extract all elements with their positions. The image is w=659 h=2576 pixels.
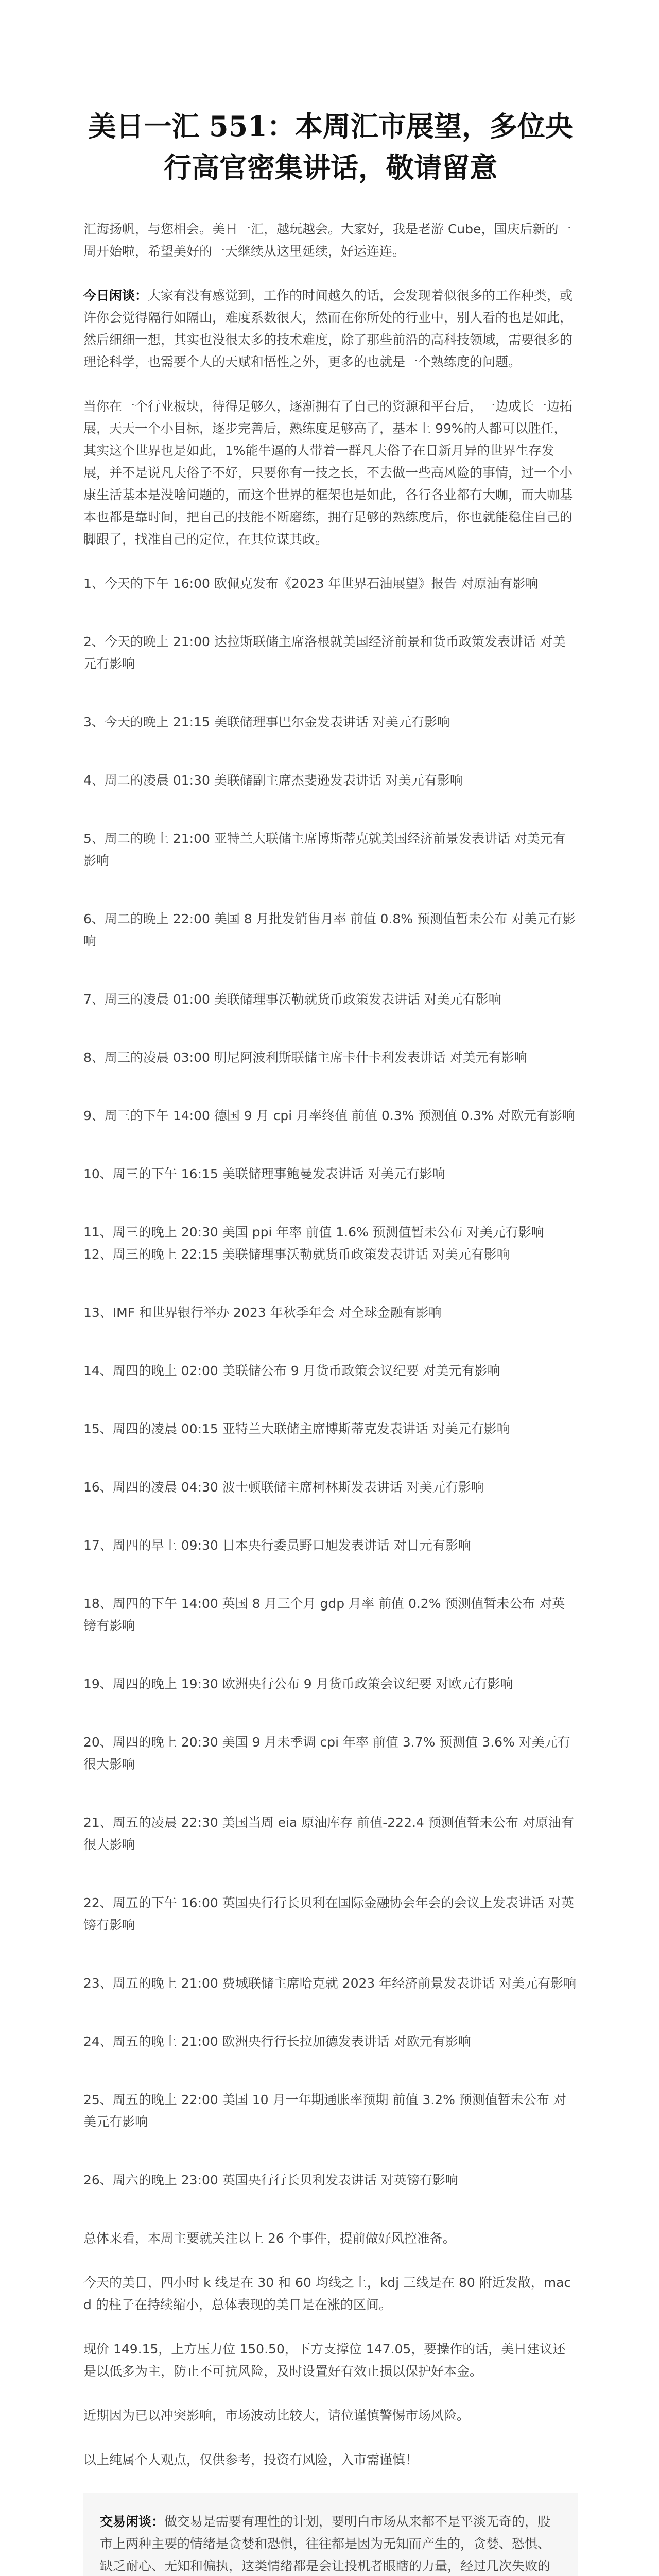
summary-section — [83, 2227, 578, 2471]
event-list-item: 1、今天的下午 16:00 欧佩克发布《2023 年世界石油展望》报告 对原油有影响 — [83, 576, 539, 591]
event-list-item: 6、周二的晚上 22:00 美国 8 月批发销售月率 前值 0.8% 预测值暂未公布 对美元有影响 — [83, 911, 576, 948]
event-list-item: 24、周五的晚上 21:00 欧洲央行行长拉加德发表讲话 对欧元有影响 — [83, 2034, 471, 2049]
summary-paragraph: 总体来看，本周主要就关注以上 26 个事件，提前做好风控准备。 — [83, 2231, 456, 2246]
trading-notes-lead: 交易闲谈： — [100, 2514, 165, 2529]
event-list-item: 7、周三的凌晨 01:00 美联储理事沃勒就货币政策发表讲话 对美元有影响 — [83, 992, 501, 1007]
event-list-item: 5、周二的晚上 21:00 亚特兰大联储主席博斯蒂克就美国经济前景发表讲话 对美元有影响 — [83, 831, 566, 868]
event-list-item: 18、周四的下午 14:00 英国 8 月三个月 gdp 月率 前值 0.2% 预测值暂未公布 对英镑有影响 — [83, 1596, 565, 1633]
event-list-item: 3、今天的晚上 21:15 美联储理事巴尔金发表讲话 对美元有影响 — [83, 715, 450, 730]
event-list-item: 14、周四的晚上 02:00 美联储公布 9 月货币政策会议纪要 对美元有影响 — [83, 1363, 500, 1378]
event-list-item: 13、IMF 和世界银行举办 2023 年秋季年会 对全球金融有影响 — [83, 1305, 442, 1320]
event-list-item: 19、周四的晚上 19:30 欧洲央行公布 9 月货币政策会议纪要 对欧元有影响 — [83, 1676, 513, 1691]
article-body — [83, 106, 578, 2576]
summary-paragraph: 以上纯属个人观点，仅供参考，投资有风险，入市需谨慎！ — [83, 2452, 419, 2467]
event-list-item: 20、周四的晚上 20:30 美国 9 月未季调 cpi 年率 前值 3.7% 预测值 3.6% 对美元有很大影响 — [83, 1735, 570, 1772]
event-list-item: 4、周二的凌晨 01:30 美联储副主席杰斐逊发表讲话 对美元有影响 — [83, 773, 463, 788]
trading-notes-paragraph — [100, 2511, 561, 2576]
event-list-item: 22、周五的下午 16:00 英国央行行长贝利在国际金融协会年会的会议上发表讲话 对英镑有影响 — [83, 1895, 574, 1933]
today-chat-body: 大家有没有感觉到，工作的时间越久的话，会发现着似很多的工作种类，或许你会觉得隔行如隔山，难度系数很大，然而在你所处的行业中，别人看的也是如此，然后细细一想，其实也没很太多的技术难度，除了那些前沿的高科技领域，需要很多的理论科学，也需要个人的天赋和悟性之外，更多的也就是一个熟练度的问题。 — [83, 288, 573, 369]
event-list-item: 16、周四的凌晨 04:30 波士顿联储主席柯林斯发表讲话 对美元有影响 — [83, 1480, 484, 1495]
event-list-item: 10、周三的下午 16:15 美联储理事鲍曼发表讲话 对美元有影响 — [83, 1166, 445, 1181]
body-paragraph: 当你在一个行业板块，待得足够久，逐渐拥有了自己的资源和平台后，一边成长一边拓展，天天一个小目标，逐步完善后，熟练度足够高了，基本上 99%的人都可以胜任，其实这个世界也是如此，1%能牛逼的人带着一群凡夫俗子在日新月异的世界生存发展，并不是说凡夫俗子不好，只要你有一技之长，不去做一些高风险的事情，过一个小康生活基本是没啥问题的，而这个世界的框架也是如此，各行各业都有大咖，而大咖基本也都是靠时间，把自己的技能不断磨练，拥有足够的熟练度后，你也就能稳住自己的脚跟了，找准自己的定位，在其位谋其政。 — [83, 399, 573, 547]
today-chat-lead: 今日闲谈： — [83, 288, 148, 303]
summary-paragraph: 今天的美日，四小时 k 线是在 30 和 60 均线之上，kdj 三线是在 80 附近发散，macd 的柱子在持续缩小，总体表现的美日是在涨的区间。 — [83, 2275, 571, 2312]
event-list — [83, 572, 578, 2191]
event-list-item: 15、周四的凌晨 00:15 亚特兰大联储主席博斯蒂克发表讲话 对美元有影响 — [83, 1421, 510, 1436]
event-list-item: 9、周三的下午 14:00 德国 9 月 cpi 月率终值 前值 0.3% 预测值 0.3% 对欧元有影响 — [83, 1108, 575, 1123]
today-chat-paragraph — [83, 284, 578, 373]
event-list-item: 17、周四的早上 09:30 日本央行委员野口旭发表讲话 对日元有影响 — [83, 1538, 471, 1553]
event-list-item: 11、周三的晚上 20:30 美国 ppi 年率 前值 1.6% 预测值暂未公布 对美元有影响 — [83, 1225, 544, 1240]
summary-paragraph: 现价 149.15，上方压力位 150.50，下方支撑位 147.05，要操作的话，美日建议还是以低多为主，防止不可抗风险，及时设置好有效止损以保护好本金。 — [83, 2342, 566, 2379]
event-list-item: 25、周五的晚上 22:00 美国 10 月一年期通胀率预期 前值 3.2% 预测值暂未公布 对美元有影响 — [83, 2092, 566, 2129]
event-list-item: 8、周三的凌晨 03:00 明尼阿波利斯联储主席卡什卡利发表讲话 对美元有影响 — [83, 1050, 527, 1065]
event-list-item: 21、周五的凌晨 22:30 美国当周 eia 原油库存 前值-222.4 预测值暂未公布 对原油有很大影响 — [83, 1815, 574, 1852]
article-title: 美日一汇 551：本周汇市展望，多位央行高官密集讲话，敬请留意 — [88, 110, 573, 184]
event-list-item: 26、周六的晚上 23:00 英国央行行长贝利发表讲话 对英镑有影响 — [83, 2173, 458, 2188]
summary-paragraph: 近期因为已以冲突影响，市场波动比较大，请位谨慎警惕市场风险。 — [83, 2408, 470, 2423]
event-list-item: 12、周三的晚上 22:15 美联储理事沃勒就货币政策发表讲话 对美元有影响 — [83, 1247, 510, 1262]
trading-notes-body: 做交易是需要有理性的计划，要明白市场从来都不是平淡无奇的，股市上两种主要的情绪是贪婪和恐惧，往往都是因为无知而产生的，贪婪、恐惧、缺乏耐心、无知和偏执，这类情绪都是会让投机者眼瞎的力量，经过几次失败的 — [100, 2514, 551, 2573]
event-list-item: 2、今天的晚上 21:00 达拉斯联储主席洛根就美国经济前景和货币政策发表讲话 对美元有影响 — [83, 634, 566, 671]
event-list-item: 23、周五的晚上 21:00 费城联储主席哈克就 2023 年经济前景发表讲话 对美元有影响 — [83, 1976, 577, 1991]
trading-notes-box — [83, 2493, 578, 2576]
intro-paragraph: 汇海扬帆，与您相会。美日一汇，越玩越会。大家好，我是老游 Cube，国庆后新的一周开始啦，希望美好的一天继续从这里延续，好运连连。 — [83, 222, 571, 259]
